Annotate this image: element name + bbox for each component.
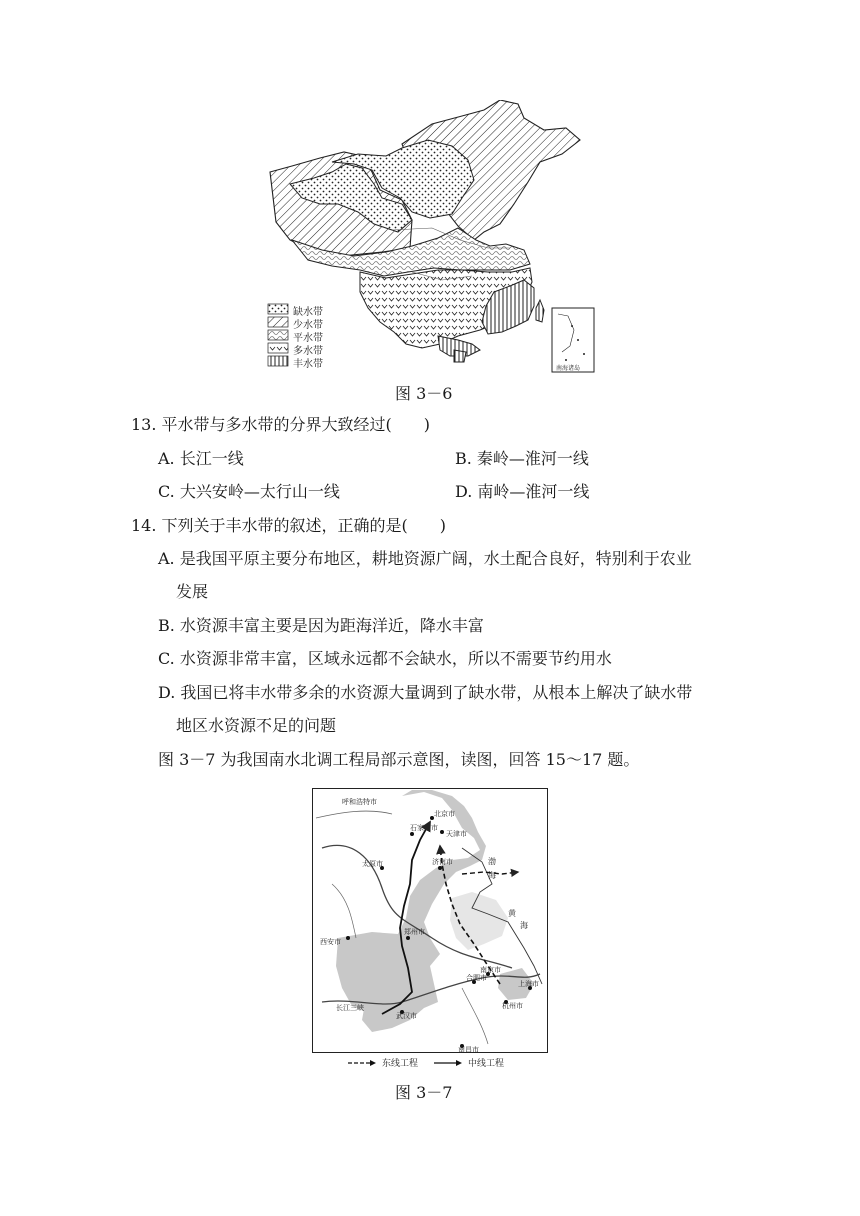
figure-3-7-intro: 图 3－7 为我国南水北调工程局部示意图，读图，回答 15～17 题。 xyxy=(158,750,640,769)
label-tianjin: 天津市 xyxy=(446,830,467,838)
label-sea-hai-2: 海 xyxy=(520,921,528,930)
legend-label-normal-water: 平水带 xyxy=(293,333,323,344)
label-zhengzhou: 郑州市 xyxy=(404,928,425,936)
label-nanjing: 南京市 xyxy=(480,966,501,974)
label-beijing: 北京市 xyxy=(434,810,455,818)
question-14-option-b: B. 水资源丰富主要是因为距海洋近，降水丰富 xyxy=(158,616,484,635)
label-sea-hai-1: 海 xyxy=(488,871,496,880)
question-14-option-d-line1: D. 我国已将丰水带多余的水资源大量调到了缺水带，从根本上解决了缺水带 xyxy=(158,683,693,702)
label-sea-huang: 黄 xyxy=(508,909,516,918)
legend-middle-route: 中线工程 xyxy=(468,1059,505,1069)
legend-label-water-shortage: 缺水带 xyxy=(293,307,323,318)
label-nanchang: 南昌市 xyxy=(458,1046,479,1053)
label-hefei: 合肥市 xyxy=(466,974,487,982)
inset-label: 南海诸岛 xyxy=(556,365,581,372)
figure-caption-3-7: 图 3－7 xyxy=(395,1083,453,1102)
label-shanghai: 上海市 xyxy=(518,980,539,988)
label-hangzhou: 杭州市 xyxy=(502,1002,523,1010)
label-jinan: 济南市 xyxy=(432,858,453,866)
label-three-gorges: 长江三峡 xyxy=(336,1004,364,1012)
question-13-option-b: B. 秦岭—淮河一线 xyxy=(455,449,589,468)
question-14-stem: 14. 下列关于丰水带的叙述，正确的是( ) xyxy=(131,516,447,535)
diversion-legend xyxy=(348,1056,528,1070)
question-13-option-d: D. 南岭—淮河一线 xyxy=(455,482,590,501)
question-14-option-a-line1: A. 是我国平原主要分布地区，耕地资源广阔，水土配合良好，特别利于农业 xyxy=(158,549,692,568)
legend-east-route: 东线工程 xyxy=(382,1059,419,1069)
question-13-option-a: A. 长江一线 xyxy=(158,449,244,468)
china-water-zones-map xyxy=(262,100,602,376)
label-shijiazhuang: 石家庄市 xyxy=(410,824,438,832)
label-sea-bo: 渤 xyxy=(488,857,496,866)
label-wuhan: 武汉市 xyxy=(396,1012,417,1020)
question-14-option-c: C. 水资源非常丰富，区域永远都不会缺水，所以不需要节约用水 xyxy=(158,649,612,668)
question-13-stem: 13. 平水带与多水带的分界大致经过( ) xyxy=(131,415,431,434)
legend-label-low-water: 少水带 xyxy=(293,320,323,331)
middle-route-line-icon xyxy=(434,1059,464,1067)
question-14-option-d-line2: 地区水资源不足的问题 xyxy=(176,716,337,735)
label-xian: 西安市 xyxy=(320,938,341,946)
figure-caption-3-6: 图 3－6 xyxy=(395,384,453,403)
label-taiyuan: 太原市 xyxy=(362,860,383,868)
label-hohhot: 呼和浩特市 xyxy=(342,798,377,806)
legend-label-much-water: 多水带 xyxy=(293,346,323,357)
south-north-water-diversion-map xyxy=(312,788,548,1053)
question-14-option-a-line2: 发展 xyxy=(176,582,209,601)
legend-label-abundant-water: 丰水带 xyxy=(293,359,323,370)
question-13-option-c: C. 大兴安岭—太行山一线 xyxy=(158,482,340,501)
east-route-line-icon xyxy=(348,1059,378,1067)
